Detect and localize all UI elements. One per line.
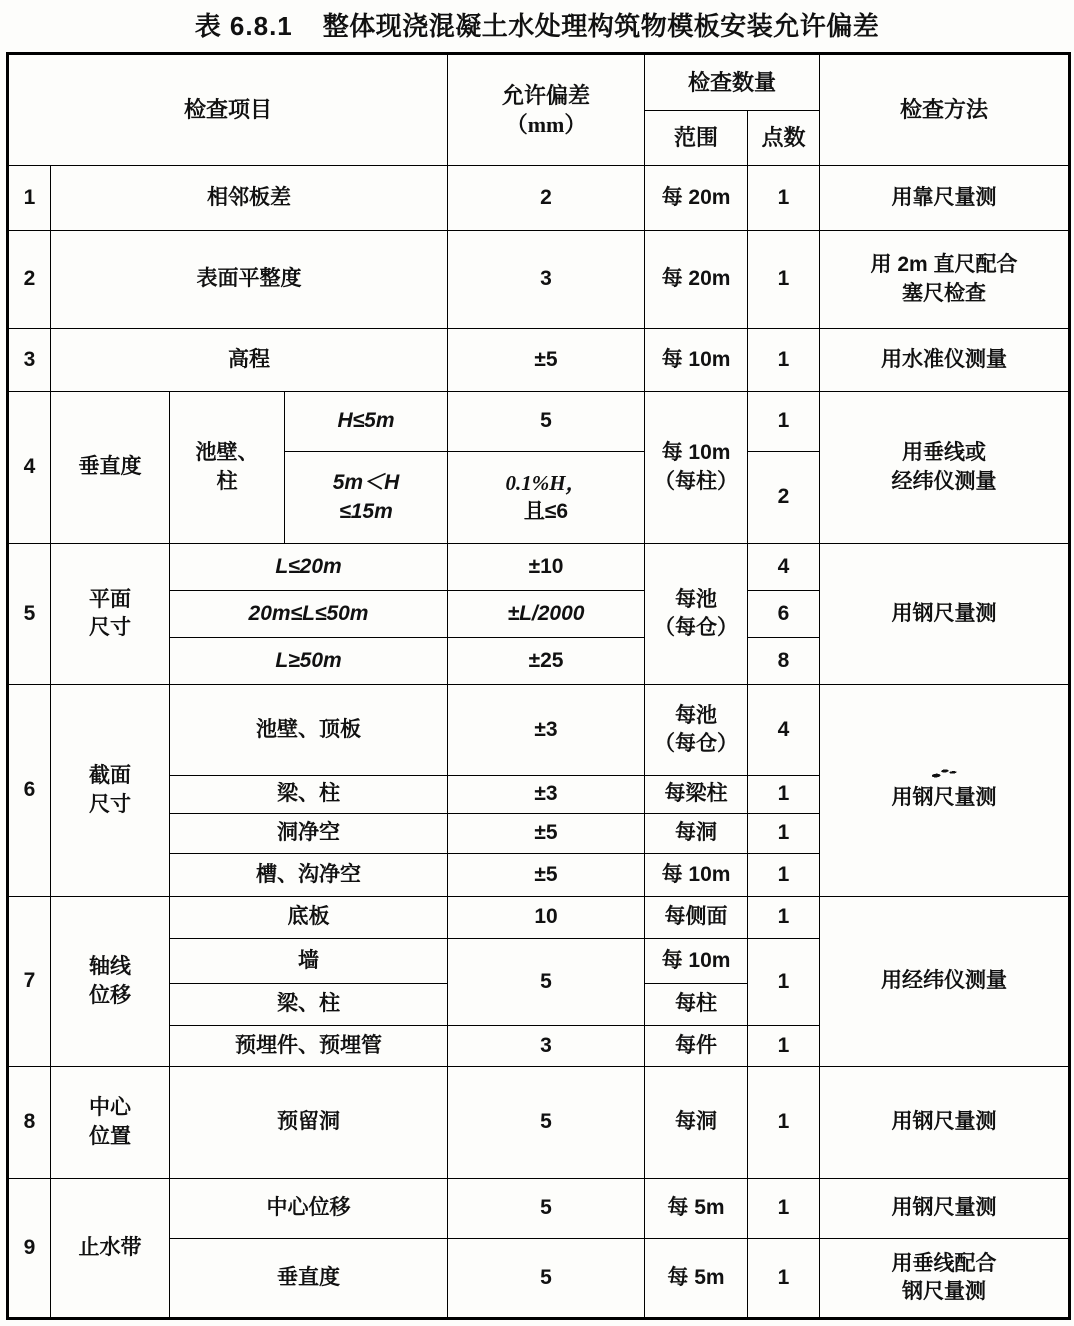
table-row: [8, 392, 1070, 452]
sub-deviation-line1: 0.1%H，: [505, 470, 587, 495]
table-title-text: 整体现浇混凝土水处理构筑物模板安装允许偏差: [322, 11, 880, 41]
sub-points: 1: [748, 1179, 820, 1239]
row-item: 垂直度: [51, 392, 170, 544]
sub-method: 用钢尺量测: [820, 1179, 1070, 1239]
row-subgroup-line1: 池壁、: [195, 441, 259, 465]
row-points: 1: [748, 329, 820, 392]
row-subgroup-line2: 柱: [216, 469, 238, 493]
row-deviation: 2: [448, 166, 645, 231]
sub-points: 1: [748, 814, 820, 854]
row-range-line1: 每池: [675, 587, 718, 611]
row-range-line2: （每柱）: [654, 469, 739, 493]
row-method: 用钢尺量测: [820, 544, 1070, 685]
sub-range: 每 10m: [645, 854, 748, 897]
row-item-line1: 轴线: [89, 955, 131, 979]
row-points: 1: [748, 166, 820, 231]
row-item-line2: 位移: [89, 983, 131, 1007]
row-item: 止水带: [51, 1179, 170, 1319]
table-row: [8, 544, 1070, 591]
header-allowable-deviation-label: 允许偏差: [502, 82, 591, 108]
sub-condition: 池壁、顶板: [170, 685, 448, 776]
row-deviation: 3: [448, 231, 645, 329]
sub-deviation: 10: [448, 897, 645, 939]
sub-condition: H≤5m: [285, 392, 448, 452]
sub-deviation: 5: [448, 1179, 645, 1239]
row-method: 用经纬仪测量: [820, 897, 1070, 1067]
table-header: [8, 54, 1070, 166]
sub-points: 1: [748, 392, 820, 452]
sub-condition: L≥50m: [170, 638, 448, 685]
row-item-line2: 位置: [89, 1124, 131, 1148]
sub-condition: 洞净空: [170, 814, 448, 854]
sub-range: 每 10m: [645, 939, 748, 984]
row-range: 每洞: [645, 1067, 748, 1179]
sub-points: 6: [748, 591, 820, 638]
table-title: [0, 0, 1074, 52]
sub-points: 4: [748, 685, 820, 776]
row-number: 8: [8, 1067, 51, 1179]
row-method: [820, 231, 1070, 329]
row-item: 表面平整度: [51, 231, 448, 329]
sub-points: 1: [748, 776, 820, 814]
row-range: 每 10m: [645, 329, 748, 392]
row-method: 用钢尺量测: [820, 1067, 1070, 1179]
row-method-text: 用钢尺量测: [891, 786, 997, 810]
sub-condition: 墙: [170, 939, 448, 984]
table-body: [8, 166, 1070, 1319]
row-item: 高程: [51, 329, 448, 392]
sub-deviation: ±3: [448, 685, 645, 776]
allowable-deviation-table: [6, 52, 1071, 1320]
row-item-line2: 尺寸: [89, 616, 131, 639]
sub-deviation: 5: [448, 1239, 645, 1319]
sub-points: 2: [748, 452, 820, 544]
row-number: 3: [8, 329, 51, 392]
row-item-line2: 尺寸: [89, 792, 131, 816]
row-method: [820, 392, 1070, 544]
sub-points: 1: [748, 1239, 820, 1319]
sub-condition: 垂直度: [170, 1239, 448, 1319]
sub-points: 8: [748, 638, 820, 685]
row-range: 每 20m: [645, 231, 748, 329]
sub-points-merged: 1: [748, 939, 820, 1026]
sub-deviation: ±5: [448, 814, 645, 854]
header-range: 范围: [645, 110, 748, 165]
row-number: 2: [8, 231, 51, 329]
row-points: 1: [748, 231, 820, 329]
row-subitem: 预留洞: [170, 1067, 448, 1179]
sub-condition: [285, 452, 448, 544]
sub-points: 1: [748, 897, 820, 939]
row-method-line1: 用垂线或: [902, 441, 987, 465]
row-method: [820, 685, 1070, 897]
row-range-line1: 每 10m: [661, 441, 731, 465]
row-method-line2: 经纬仪测量: [891, 469, 997, 493]
table-row: [8, 1067, 1070, 1179]
sub-range: 每柱: [645, 984, 748, 1026]
row-method-line2: 塞尺检查: [902, 281, 987, 305]
row-item: [51, 1067, 170, 1179]
table-row: [8, 231, 1070, 329]
row-number: 9: [8, 1179, 51, 1319]
header-inspection-method: 检查方法: [820, 54, 1070, 166]
sub-method-line1: 用垂线配合: [891, 1251, 997, 1275]
sub-condition: 梁、柱: [170, 776, 448, 814]
row-deviation: ±5: [448, 329, 645, 392]
table-row: [8, 897, 1070, 939]
header-inspection-quantity: 检查数量: [645, 54, 820, 111]
sub-range-line1: 每池: [675, 703, 718, 727]
sub-deviation: ±25: [448, 638, 645, 685]
row-method: 用水准仪测量: [820, 329, 1070, 392]
sub-points: 4: [748, 544, 820, 591]
sub-method-line2: 钢尺量测: [902, 1280, 987, 1303]
row-range: [645, 392, 748, 544]
sub-deviation: ±10: [448, 544, 645, 591]
sub-range-line2: （每仓）: [654, 732, 739, 755]
table-row: [8, 685, 1070, 776]
row-points: 1: [748, 1067, 820, 1179]
sub-range: 每梁柱: [645, 776, 748, 814]
sub-condition-line1: 5m＜H: [332, 471, 400, 495]
sub-range: 每洞: [645, 814, 748, 854]
table-row: [8, 329, 1070, 392]
sub-range: 每侧面: [645, 897, 748, 939]
row-item: [51, 544, 170, 685]
row-deviation: 5: [448, 1067, 645, 1179]
sub-points: 1: [748, 1026, 820, 1067]
header-row-1: [8, 54, 1070, 111]
sub-range: 每件: [645, 1026, 748, 1067]
ink-smudge-icon: [931, 768, 958, 780]
sub-range: 每 5m: [645, 1239, 748, 1319]
sub-condition: 预埋件、预埋管: [170, 1026, 448, 1067]
row-item-line1: 截面: [89, 764, 131, 788]
sub-points: 1: [748, 854, 820, 897]
row-range-line2: （每仓）: [654, 616, 739, 639]
row-item: 相邻板差: [51, 166, 448, 231]
sub-condition: 中心位移: [170, 1179, 448, 1239]
row-number: 7: [8, 897, 51, 1067]
row-number: 5: [8, 544, 51, 685]
table-row: [8, 1179, 1070, 1239]
row-subgroup: [170, 392, 285, 544]
row-item-line1: 平面: [89, 587, 131, 611]
header-allowable-deviation-unit: （mm）: [505, 112, 587, 137]
sub-condition: 梁、柱: [170, 984, 448, 1026]
sub-range: [645, 685, 748, 776]
table-number: 表 6.8.1: [194, 11, 293, 41]
table-row: [8, 166, 1070, 231]
sub-deviation: 3: [448, 1026, 645, 1067]
row-item: [51, 685, 170, 897]
row-method: 用靠尺量测: [820, 166, 1070, 231]
sub-condition: L≤20m: [170, 544, 448, 591]
row-method-line1: 用 2m 直尺配合: [870, 253, 1018, 277]
sub-condition: 20m≤L≤50m: [170, 591, 448, 638]
sub-method: [820, 1239, 1070, 1319]
row-number: 4: [8, 392, 51, 544]
header-points: 点数: [748, 110, 820, 165]
header-inspection-item: 检查项目: [8, 54, 448, 166]
row-number: 1: [8, 166, 51, 231]
sub-condition: 槽、沟净空: [170, 854, 448, 897]
sub-deviation: [448, 452, 645, 544]
row-item: [51, 897, 170, 1067]
sub-deviation: ±3: [448, 776, 645, 814]
row-range: 每 20m: [645, 166, 748, 231]
row-range: [645, 544, 748, 685]
row-number: 6: [8, 685, 51, 897]
header-allowable-deviation: [448, 54, 645, 166]
row-item-line1: 中心: [89, 1096, 131, 1120]
sub-deviation-merged: 5: [448, 939, 645, 1026]
sub-deviation-line2: 且≤6: [523, 500, 569, 523]
sub-condition: 底板: [170, 897, 448, 939]
sub-deviation: ±5: [448, 854, 645, 897]
sub-condition-line2: ≤15m: [339, 499, 393, 523]
sub-range: 每 5m: [645, 1179, 748, 1239]
sub-deviation: 5: [448, 392, 645, 452]
sub-deviation: ±L/2000: [448, 591, 645, 638]
